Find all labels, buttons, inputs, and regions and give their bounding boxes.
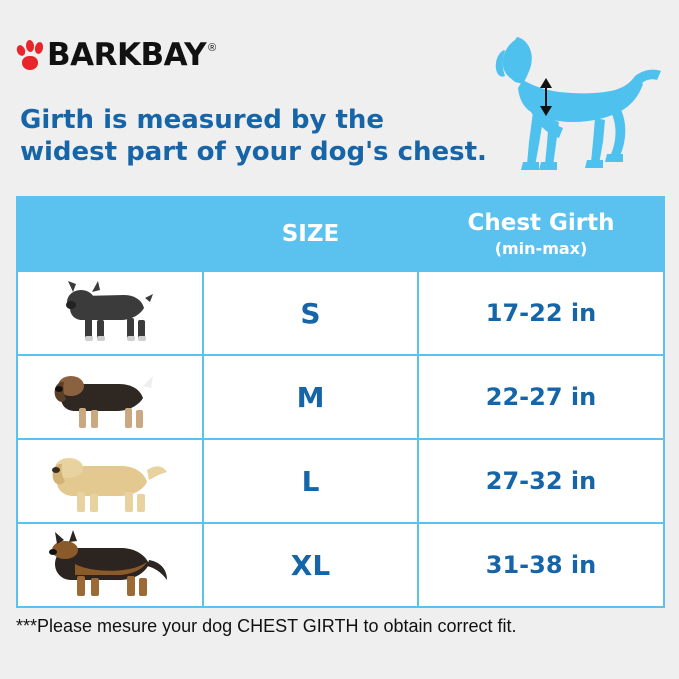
german-shepherd-photo-cell (17, 523, 203, 607)
girth-value: 17-22 in (418, 271, 664, 355)
table-header-row (17, 197, 664, 271)
size-value: M (203, 355, 418, 439)
girth-value: 22-27 in (418, 355, 664, 439)
size-value: XL (203, 523, 418, 607)
beagle-photo-cell (17, 355, 203, 439)
girth-value: 31-38 in (418, 523, 664, 607)
table-header (17, 197, 664, 271)
french-bulldog-photo (35, 278, 185, 348)
table-row (17, 355, 664, 439)
german-shepherd-photo (35, 530, 185, 600)
column-header-girth-subtitle: (min-max) (494, 239, 588, 258)
column-header-size: SIZE (203, 197, 418, 271)
column-header-girth-title: Chest Girth (467, 210, 615, 236)
size-value: S (203, 271, 418, 355)
beagle-photo (35, 362, 185, 432)
brand-name: BARKBAY (47, 37, 207, 73)
french-bulldog-photo-cell (17, 271, 203, 355)
table-body (17, 271, 664, 607)
paw-icon (16, 39, 46, 73)
golden-retriever-photo-cell (17, 439, 203, 523)
dog-side-view-illustration (471, 24, 671, 184)
brand-logo (16, 38, 216, 73)
footnote-text: ***Please mesure your dog CHEST GIRTH to obtain correct fit. (16, 616, 517, 636)
golden-retriever-photo (35, 446, 185, 516)
girth-value: 27-32 in (418, 439, 664, 523)
column-header-girth (418, 197, 664, 271)
registered-mark: ® (208, 42, 217, 54)
table-row (17, 271, 664, 355)
size-value: L (203, 439, 418, 523)
column-header-image (17, 197, 203, 271)
page-title: Girth is measured by the widest part of your dog's chest. (20, 105, 487, 167)
table-row (17, 439, 664, 523)
table-row (17, 523, 664, 607)
size-chart-table (16, 196, 665, 608)
